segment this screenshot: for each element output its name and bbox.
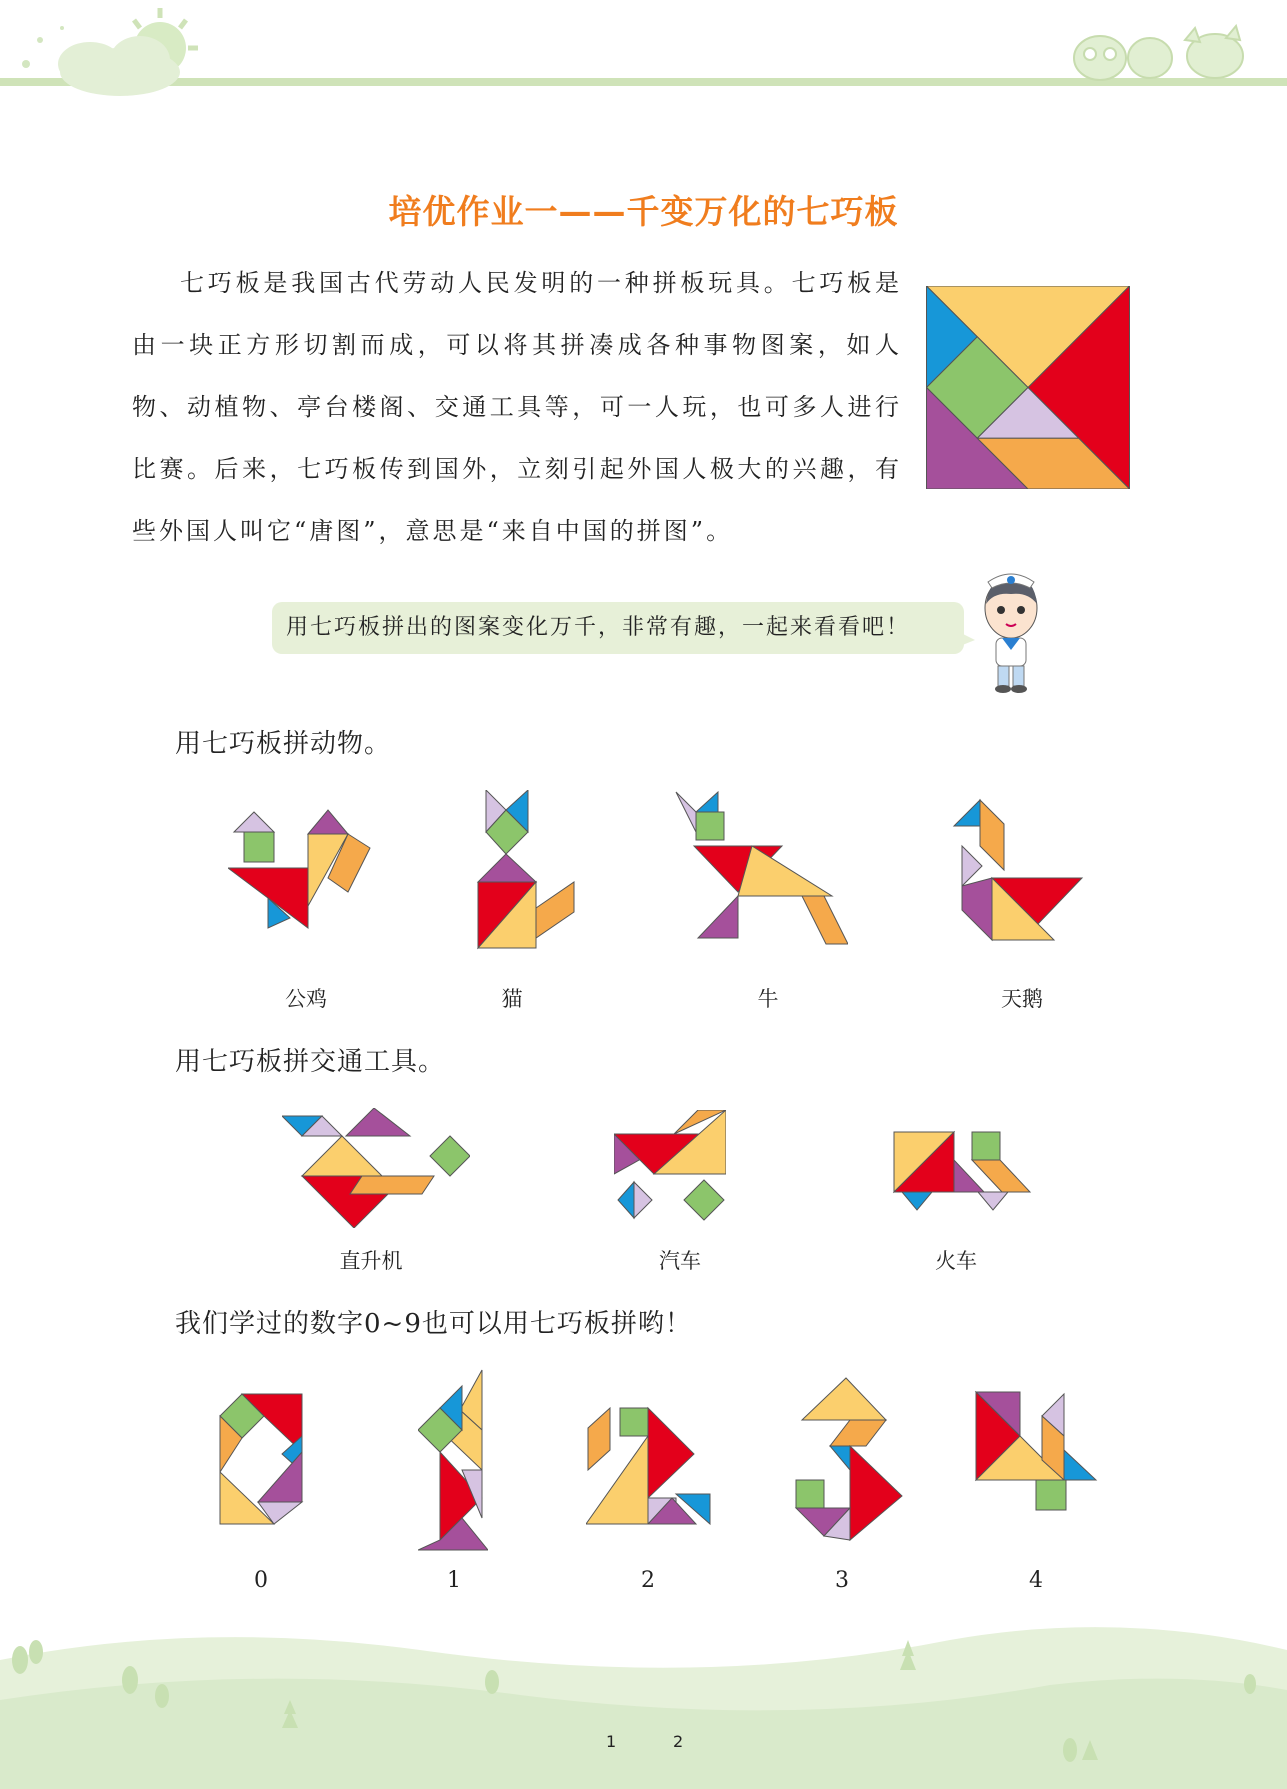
label-swan: 天鹅 — [1001, 987, 1043, 1011]
page-number-left: 1 — [606, 1732, 617, 1751]
digit-4-figure — [974, 1390, 1098, 1514]
label-digit-4: 4 — [1029, 1568, 1043, 1593]
page-number-right: 2 — [673, 1732, 684, 1751]
page-title: 培优作业一——千变万化的七巧板 — [388, 192, 899, 231]
label-ox: 牛 — [757, 987, 779, 1011]
speech-bubble: 用七巧板拼出的图案变化万千，非常有趣，一起来看看吧！ — [272, 602, 964, 654]
label-car: 汽车 — [659, 1249, 701, 1273]
digit-0-figure — [218, 1392, 304, 1526]
vehicles-heading: 用七巧板拼交通工具。 — [175, 1047, 446, 1077]
label-train: 火车 — [935, 1249, 977, 1273]
boy-mascot-icon — [970, 566, 1052, 696]
ox-figure — [672, 788, 848, 950]
label-rooster: 公鸡 — [285, 987, 327, 1011]
helicopter-figure — [282, 1108, 470, 1228]
train-figure — [892, 1130, 1032, 1230]
intro-text: 七巧板是我国古代劳动人民发明的一种拼板玩具。七巧板是由一块正方形切割而成，可以将其拼凑成各种事物图案，如人物、动植物、亭台楼阁、交通工具等，可一人玩，也可多人进行比赛。后来，七巧板传到国外，立刻引起外国人极大的兴趣，有些外国人叫它“唐图”，意思是“来自中国的拼图”。 — [132, 269, 902, 545]
label-digit-1: 1 — [447, 1568, 461, 1593]
cat-figure — [476, 790, 576, 950]
label-digit-2: 2 — [641, 1568, 655, 1593]
digits-heading: 我们学过的数字0~9也可以用七巧板拼哟！ — [175, 1309, 692, 1339]
label-digit-3: 3 — [835, 1568, 849, 1593]
digit-1-figure — [418, 1368, 488, 1552]
rooster-figure — [228, 806, 376, 934]
intro-paragraph — [132, 252, 902, 562]
header-decoration — [0, 0, 1287, 110]
label-helicopter: 直升机 — [339, 1249, 403, 1273]
stars-icon — [22, 26, 64, 68]
animal-faces-icon — [1074, 26, 1243, 80]
swan-figure — [950, 796, 1086, 942]
car-figure — [614, 1110, 726, 1234]
footer-hills-decoration — [0, 1600, 1287, 1789]
label-cat: 猫 — [501, 987, 523, 1011]
animals-heading: 用七巧板拼动物。 — [175, 729, 392, 759]
tangram-square-figure — [926, 286, 1130, 489]
digit-3-figure — [794, 1376, 906, 1542]
cloud-icon — [58, 36, 180, 96]
label-digit-0: 0 — [254, 1568, 268, 1593]
digit-2-figure — [586, 1404, 712, 1526]
